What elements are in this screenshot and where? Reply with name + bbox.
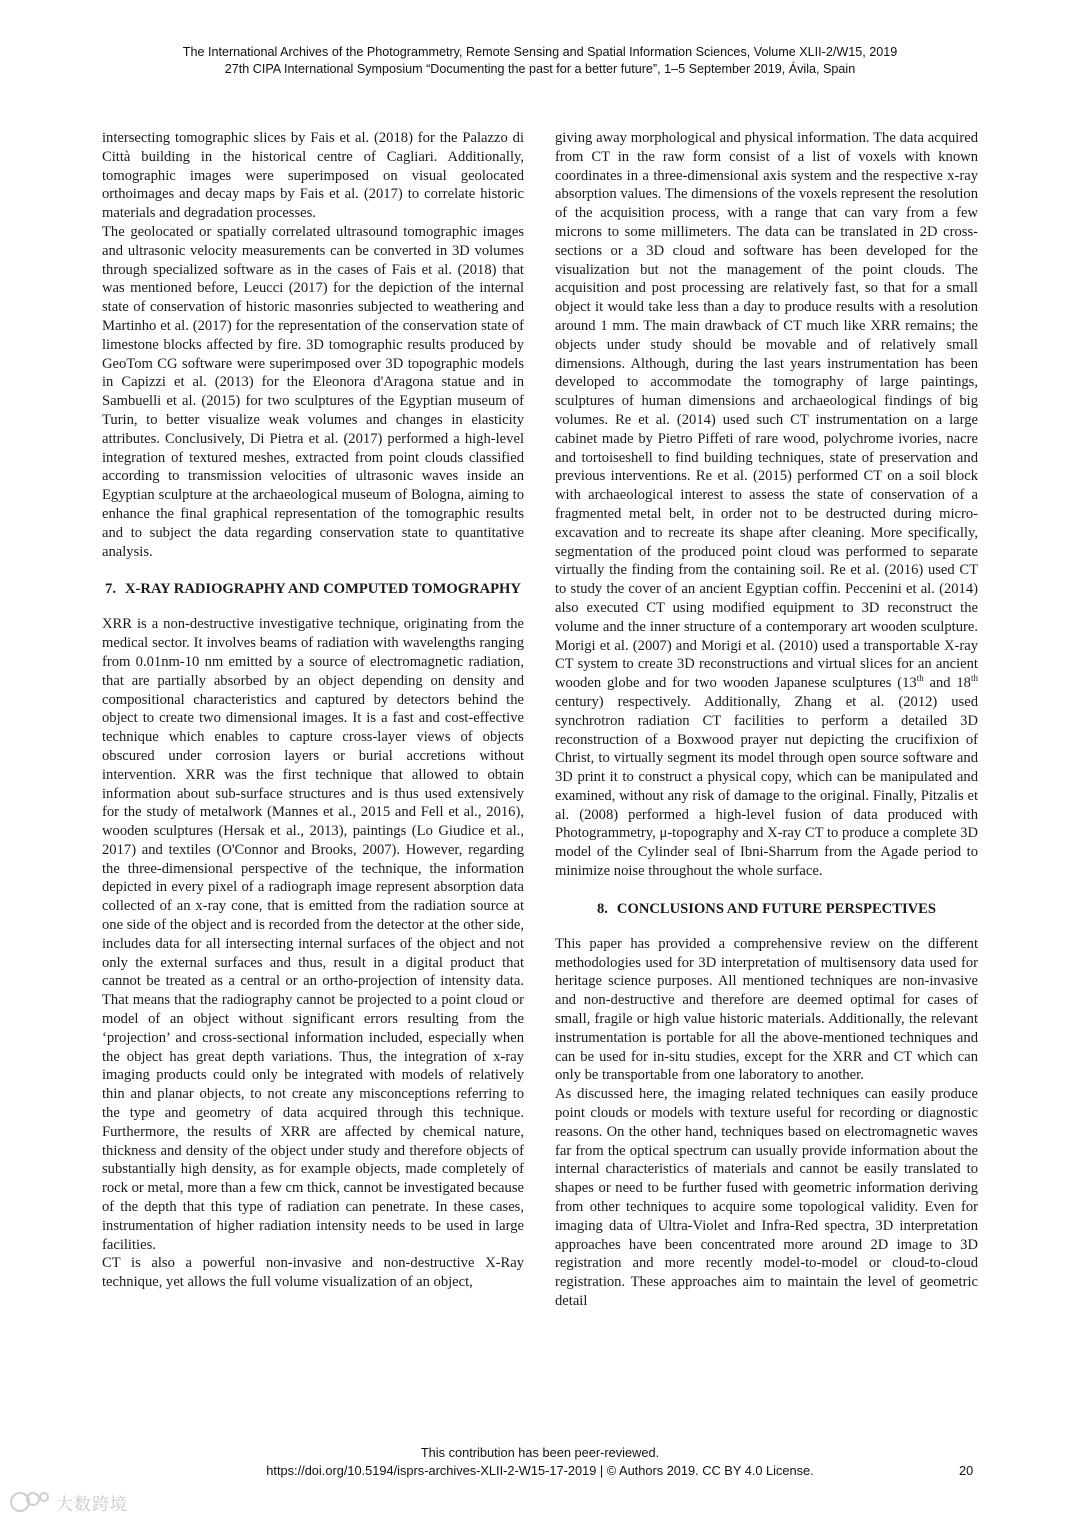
left-paragraph-3: XRR is a non-destructive investigative technique, originating from the medical sector. It involves beams of radiation with wavelengths ranging from 0.01nm-10 nm emitted by a source of electromagnetic radiation, that are partially absorbed by an object depending on density and compositional characteristics and captured by detectors behind the object to create two dimensional images. It is a fast and cost-effective technique which enables to capture cross-layer views of objects obscured under corrosion layers or burial accretions without intervention. XRR was the first technique that allowed to obtain information about sub-surface structures and is thus used extensively for the study of metalwork (Mannes et al., 2015 and Fell et al., 2016), wooden sculptures (Hersak et al., 2013), paintings (Lo Giudice et al., 2017) and textiles (O'Connor and Brooks, 2007). However, regarding the three-dimensional perspective of the technique, the information depicted in every pixel of a radiograph image represent absorption data collected of an x-ray cone, that is emitted from the radiation source at one side of the object and is recorded from the detector at the other side, includes data for all intersecting internal surfaces of the object and not only the external surfaces and thus, result in a digital product that cannot be treated as a central or an ortho-projection of intensity data. That means that the radiography cannot be projected to a point cloud or model of an object without significant errors resulting from the ‘projection’ and cross-sectional information included, especially when the object has great depth variations. Thus, the integration of x-ray imaging products could only be integrated with models of relatively thin and planar objects, to not create any misconceptions referring to the type and geometry of data acquired through this technique. Furthermore, the results of XRR are affected by chemical nature, thickness and density of the object under study and therefore objects of substantially high density, as for example objects, made completely of rock or metal, more than a few cm thick, cannot be investigated because of the depth that this type of radiation can penetrate. In these cases, instrumentation of higher radiation intensity needs to be used in large facilities. xyxy=(102,616,524,1253)
left-column xyxy=(102,129,524,1292)
page-number: 20 xyxy=(959,1463,974,1478)
right-paragraph-3: As discussed here, the imaging related techniques can easily produce point clouds or models with texture useful for recording or diagnostic reasons. On the other hand, techniques based on electromagnetic waves far from the optical spectrum can usually provide information about the internal characteristics of materials and cannot be easily translated to shapes or need to be further fused with geometric information deriving from other techniques to acquire some topological validity. Even for imaging data of Ultra-Violet and Infra-Red spectra, 3D interpretation approaches have been concentrated more around 2D image to 3D registration and more recently model-to-model or cloud-to-cloud registration. These approaches aim to maintain the level of geometric detail xyxy=(555,1086,978,1310)
watermark xyxy=(8,1486,128,1518)
left-paragraph-1: intersecting tomographic slices by Fais et al. (2018) for the Palazzo di Città building in the historical centre of Cagliari. Additionally, tomographic images were superimposed on visual geolocated orthoimages and decay maps by Fais et al. (2017) to correlate historic materials and degradation processes. xyxy=(102,130,524,222)
watermark-logo-icon xyxy=(8,1489,52,1515)
watermark-text: 大数跨境 xyxy=(56,1494,128,1515)
left-paragraph-4: CT is also a powerful non-invasive and non-destructive X-Ray technique, yet allows the full volume visualization of an object, xyxy=(102,1255,524,1291)
running-header xyxy=(0,44,1080,78)
right-paragraph-1: giving away morphological and physical information. The data acquired from CT in the raw form consist of a list of voxels with known coordinates in a three-dimensional axis system and the respective x-ray absorption values. The dimensions of the voxels represent the resolution of the acquisition process, with a range that can vary from a few microns to some millimeters. The data can be translated in 2D cross-sections or a 3D cloud and software has been developed for the visualization but not the management of the point clouds. The acquisition and post processing are relatively fast, so that for a small object it would take less than a day to produce results with a resolution around 1 mm. The main drawback of CT much like XRR remains; the objects under study should be movable and of relatively small dimensions. Although, during the last years instrumentation has been developed to accommodate the tomography of large paintings, sculptures of human dimensions and archaeological findings of big volumes. Re et al. (2014) used such CT instrumentation on a large cabinet made by Pietro Piffeti of rare wood, polychrome ivories, nacre and tortoiseshell to find building techniques, state of preservation and previous interventions. Re et al. (2015) performed CT on a soil block with archaeological interest to assess the state of conservation of a fragmented metal belt, in order not to be destructed during micro-excavation and to recreate its shape after cleaning. More specifically, segmentation of the produced point cloud was performed to separate virtually the finding from the containing soil. Re et al. (2016) used CT to study the cover of an ancient Egyptian coffin. Peccenini et al. (2014) also executed CT using modified equipment to 3D reconstruct the volume and the inner structure of a contemporary art wooden sculpture. Morigi et al. (2007) and Morigi et al. (2010) used a transportable X-ray CT system to create 3D reconstructions and virtual slices for an ancient wooden globe and for two wooden Japanese sculptures (13th and 18th century) respectively. Additionally, Zhang et al. (2012) used synchrotron radiation CT facilities to perform a detailed 3D reconstruction of a Boxwood prayer nut depicting the crucifixion of Christ, to virtually segment its model through open source software and 3D print it to construct a physical copy, which can be manipulated and examined, without any risk of damage to the original. Finally, Pitzalis et al. (2008) performed a high-level fusion of data produced with Photogrammetry, μ-topography and X-ray CT to produce a complete 3D model of the Cylinder seal of Ibni-Sharrum from the Agade period to minimize noise throughout the whole surface. xyxy=(555,130,978,880)
section-8-heading xyxy=(555,900,978,919)
section-7-number: 7. xyxy=(105,581,116,598)
right-column xyxy=(555,129,978,1311)
footer-review-note: This contribution has been peer-reviewed. xyxy=(420,1445,660,1460)
section-8-title: CONCLUSIONS AND FUTURE PERSPECTIVES xyxy=(616,900,937,917)
page-footer xyxy=(0,1444,1080,1480)
left-paragraph-2: The geolocated or spatially correlated ultrasound tomographic images and ultrasonic velocity measurements can be converted in 3D volumes through specialized software as in the cases of Fais et al. (2018) that was mentioned before, Leucci (2017) for the depiction of the internal state of conservation of historic masonries subjected to weathering and Martinho et al. (2017) for the representation of the conservation state of limestone blocks affected by fire. 3D tomographic results produced by GeoTom CG software were superimposed over 3D topographic models in Capizzi et al. (2013) for the Eleonora d'Aragona statue and in Sambuelli et al. (2015) for two sculptures of the Egyptian museum of Turin, to better visualize weak volumes and changes in elasticity attributes. Conclusively, Di Pietra et al. (2017) performed a high-level integration of textured meshes, extracted from point clouds classified according to transmission velocities of ultrasonic waves inside an Egyptian sculpture at the archaeological museum of Bologna, aiming to enhance the final graphical representation of the tomographic results and to subject the data regarding conservation state to quantitative analysis. xyxy=(102,223,524,560)
section-8-number: 8. xyxy=(596,900,608,917)
section-7-title: X-RAY RADIOGRAPHY AND COMPUTED TOMOGRAPHY xyxy=(125,581,521,598)
footer-doi-line[interactable]: https://doi.org/10.5194/isprs-archives-XLII-2-W15-17-2019 | © Authors 2019. CC BY 4.0 License. xyxy=(266,1463,814,1478)
header-line-2: 27th CIPA International Symposium “Documenting the past for a better future”, 1–5 September 2019, Ávila, Spain xyxy=(224,62,856,76)
right-paragraph-2: This paper has provided a comprehensive review on the different methodologies used for 3D interpretation of multisensory data used for heritage science purposes. All mentioned techniques are non-invasive and non-destructive and therefore are deemed optimal for cases of small, fragile or high value historic materials. Additionally, the relevant instrumentation is portable for all the above-mentioned techniques and can be used for in-situ studies, except for the XRR and CT which can only be transportable from one laboratory to another. xyxy=(555,935,978,1084)
section-7-heading xyxy=(102,580,524,599)
header-line-1: The International Archives of the Photogrammetry, Remote Sensing and Spatial Information Sciences, Volume XLII-2/W15, 2019 xyxy=(182,45,898,59)
